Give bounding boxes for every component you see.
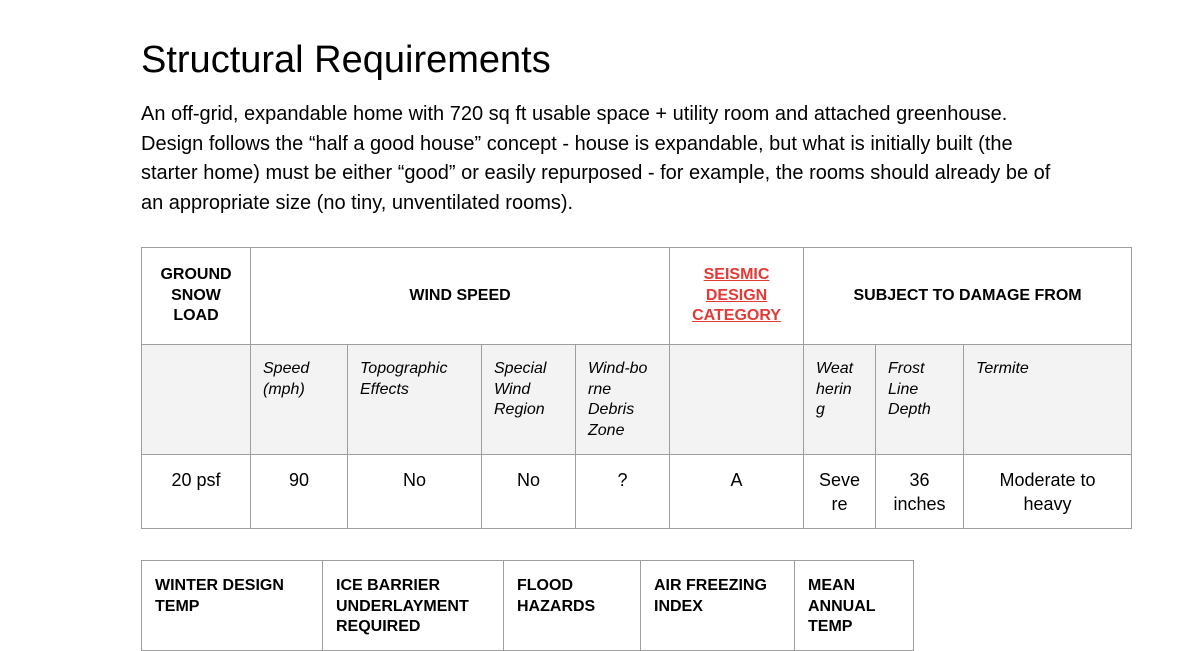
seismic-design-category-header xyxy=(670,248,804,345)
weathering-value: Seve re xyxy=(804,455,876,529)
table-header-row xyxy=(142,561,914,651)
wind-speed-value: 90 xyxy=(251,455,348,529)
empty-subheader-cell xyxy=(142,345,251,455)
ground-snow-load-value: 20 psf xyxy=(142,455,251,529)
wind-speed-header-label: WIND SPEED xyxy=(409,286,511,304)
topographic-effects-subheader: Topographic Effects xyxy=(348,345,482,455)
ground-snow-load-header-label: GROUND SNOW LOAD xyxy=(160,266,232,325)
speed-subheader: Speed (mph) xyxy=(251,345,348,455)
termite-value: Moderate to heavy xyxy=(964,455,1132,529)
termite-subheader: Termite xyxy=(964,345,1132,455)
special-wind-region-subheader: Special Wind Region xyxy=(482,345,576,455)
ice-barrier-underlayment-header: ICE BARRIER UNDERLAYMENT REQUIRED xyxy=(323,561,504,651)
seismic-design-category-value: A xyxy=(670,455,804,529)
windborne-debris-zone-value: ? xyxy=(576,455,670,529)
frost-line-depth-value: 36 inches xyxy=(876,455,964,529)
table-subheader-row xyxy=(142,345,1132,455)
subject-to-damage-header xyxy=(804,248,1132,345)
table-row xyxy=(142,455,1132,529)
ground-snow-load-header xyxy=(142,248,251,345)
seismic-design-category-link[interactable]: SEISMIC DESIGN CATEGORY xyxy=(692,266,781,325)
air-freezing-index-header: AIR FREEZING INDEX xyxy=(641,561,795,651)
intro-paragraph: An off-grid, expandable home with 720 sq ft usable space + utility room and attached greenhouse. Design follows the “half a good house” concept - house is expandable, but what is initially built (the starter home) must be either “good” or easily repurposed - for example, the rooms should already be of an appropriate size (no tiny, unventilated rooms). xyxy=(141,103,1051,214)
weathering-subheader: Weat herin g xyxy=(804,345,876,455)
document-title: Structural Requirements xyxy=(141,39,551,81)
frost-line-depth-subheader: Frost Line Depth xyxy=(876,345,964,455)
subject-to-damage-header-label: SUBJECT TO DAMAGE FROM xyxy=(853,286,1082,304)
climate-requirements-table xyxy=(141,560,914,651)
table-header-row xyxy=(142,248,1132,345)
special-wind-region-value: No xyxy=(482,455,576,529)
empty-subheader-cell xyxy=(670,345,804,455)
windborne-debris-zone-subheader: Wind-bo rne Debris Zone xyxy=(576,345,670,455)
wind-speed-header xyxy=(251,248,670,345)
flood-hazards-header: FLOOD HAZARDS xyxy=(504,561,641,651)
winter-design-temp-header: WINTER DESIGN TEMP xyxy=(142,561,323,651)
topographic-effects-value: No xyxy=(348,455,482,529)
structural-requirements-table xyxy=(141,247,1132,529)
mean-annual-temp-header: MEAN ANNUAL TEMP xyxy=(795,561,914,651)
